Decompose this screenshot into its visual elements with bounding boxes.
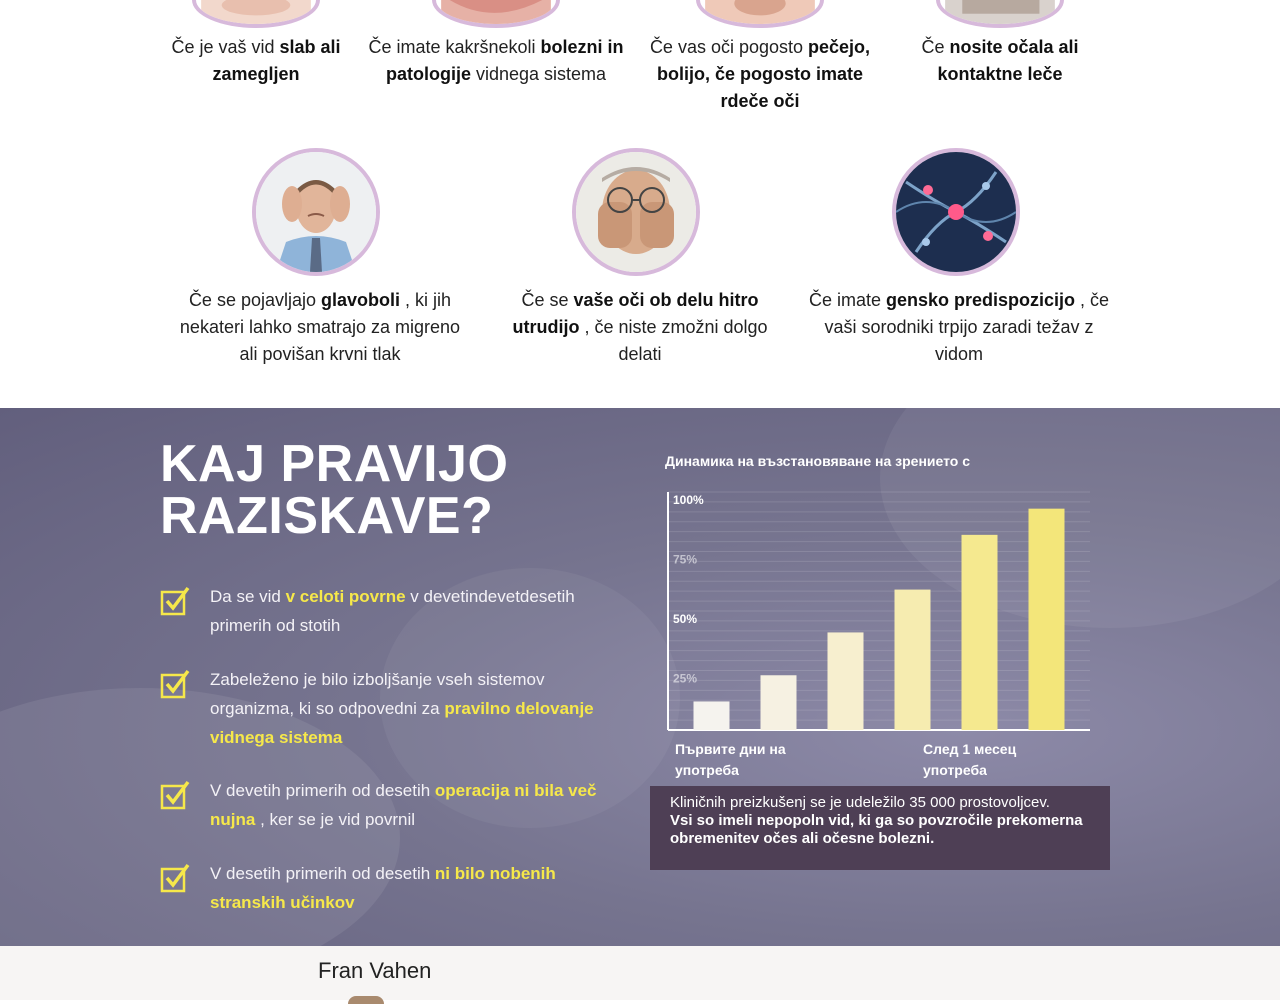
symptom-text — [900, 34, 1100, 88]
text-fragment: vaše oči ob delu hitro utrudijo — [512, 290, 759, 337]
chart-bar — [761, 675, 797, 730]
chart-y-tick-label: 75% — [673, 552, 698, 567]
symptom-image-eye-disease — [432, 0, 560, 28]
research-item — [160, 859, 630, 919]
trial-info-line: Kliničnih preizkušenj se je udeležilo 35 000 prostovoljcev. — [670, 794, 1050, 811]
text-fragment: , če vaši sorodniki trpijo zaradi težav z vidom — [824, 290, 1110, 364]
checkmark-icon — [160, 586, 190, 616]
chart-bar — [1029, 509, 1065, 730]
research-title: KAJ PRAVIJO RAZISKAVE? — [160, 435, 509, 545]
text-fragment: Zabeleženo je bilo izboljšanje vseh sistemov organizma, ki so odpovedni za — [210, 670, 545, 718]
text-fragment: Da se vid — [210, 587, 286, 606]
text-fragment: bolezni in patologije — [385, 37, 624, 84]
text-fragment: Če se — [521, 290, 574, 310]
research-item-text — [210, 776, 630, 834]
symptom-text — [642, 34, 878, 115]
checkmark-icon — [160, 863, 190, 893]
trial-info-line-bold: Vsi so imeli nepopoln vid, ki ga so povzročile prekomerna obremenitev očes ali očesne bolezni. — [670, 812, 1083, 847]
chart-bar — [895, 590, 931, 730]
text-fragment: Če se pojavljajo — [188, 290, 322, 310]
research-item — [160, 665, 630, 755]
text-fragment: V devetih primerih od desetih — [210, 781, 435, 800]
symptom-image-red-eyes — [696, 0, 824, 28]
symptom-text — [165, 34, 347, 88]
text-fragment: pečejo, bolijo, če pogosto imate rdeče oči — [656, 37, 871, 111]
trial-info-box — [650, 786, 1110, 870]
avatar — [348, 996, 384, 1004]
text-fragment: v devetindevetdesetih primerih od stotih — [210, 587, 575, 635]
neurons-icon — [892, 148, 1020, 276]
checkmark-icon — [160, 669, 190, 699]
chart-bar — [828, 632, 864, 730]
text-fragment: Če imate — [808, 290, 886, 310]
symptom-text — [798, 287, 1120, 368]
tired-eyes-man-icon — [572, 148, 700, 276]
text-fragment: pravilno delovanje vidnega sistema — [210, 699, 594, 747]
chart-x-label: След 1 месец употреба — [923, 741, 1017, 778]
research-section — [0, 408, 1280, 946]
symptom-text — [500, 287, 780, 368]
text-fragment: , ki jih nekateri lahko smatrajo za migreno ali povišan krvni tlak — [179, 290, 461, 364]
symptom-image-glasses — [936, 0, 1064, 28]
text-fragment: vidnega sistema — [470, 64, 607, 84]
text-fragment: , če niste zmožni dolgo delati — [579, 317, 768, 364]
checkmark-icon — [160, 780, 190, 810]
symptom-image-blurry-vision — [192, 0, 320, 28]
chart-title: Динамика на възстановяване на зрението с — [665, 453, 971, 469]
text-fragment: , ker se je vid povrnil — [255, 810, 416, 829]
text-fragment: V desetih primerih od desetih — [210, 864, 435, 883]
text-fragment: gensko predispozicijo — [885, 290, 1076, 310]
symptom-text — [360, 34, 632, 88]
text-fragment: Če vas oči pogosto — [649, 37, 809, 57]
text-fragment: ni bilo nobenih stranskih učinkov — [210, 864, 556, 912]
testimonial-section — [0, 946, 1280, 1000]
headache-man-icon — [252, 148, 380, 276]
chart-y-tick-label: 25% — [673, 671, 698, 686]
chart-y-tick-label: 50% — [673, 612, 698, 626]
research-item — [160, 582, 630, 642]
testimonial-author-name: Fran Vahen — [318, 958, 432, 983]
text-fragment: v celoti povrne — [285, 587, 406, 606]
chart-x-label: Първите дни на употреба — [675, 741, 786, 778]
text-fragment: Če imate kakršnekoli — [368, 37, 541, 57]
text-fragment: operacija ni bila več nujna — [210, 781, 597, 829]
research-item-text — [210, 665, 630, 752]
chart-bar — [962, 535, 998, 730]
chart-y-tick-label: 100% — [673, 493, 704, 507]
text-fragment: glavoboli — [321, 290, 401, 310]
research-item-text — [210, 582, 630, 640]
research-item — [160, 776, 630, 836]
chart-bar — [694, 701, 730, 730]
research-item-text — [210, 859, 630, 917]
text-fragment: nosite očala ali kontaktne leče — [937, 37, 1079, 84]
text-fragment: slab ali zamegljen — [212, 37, 341, 84]
symptoms-section — [0, 0, 1280, 408]
text-fragment: Če — [921, 37, 950, 57]
text-fragment: Če je vaš vid — [171, 37, 280, 57]
symptom-text — [170, 287, 470, 368]
vision-recovery-chart — [650, 478, 1110, 798]
